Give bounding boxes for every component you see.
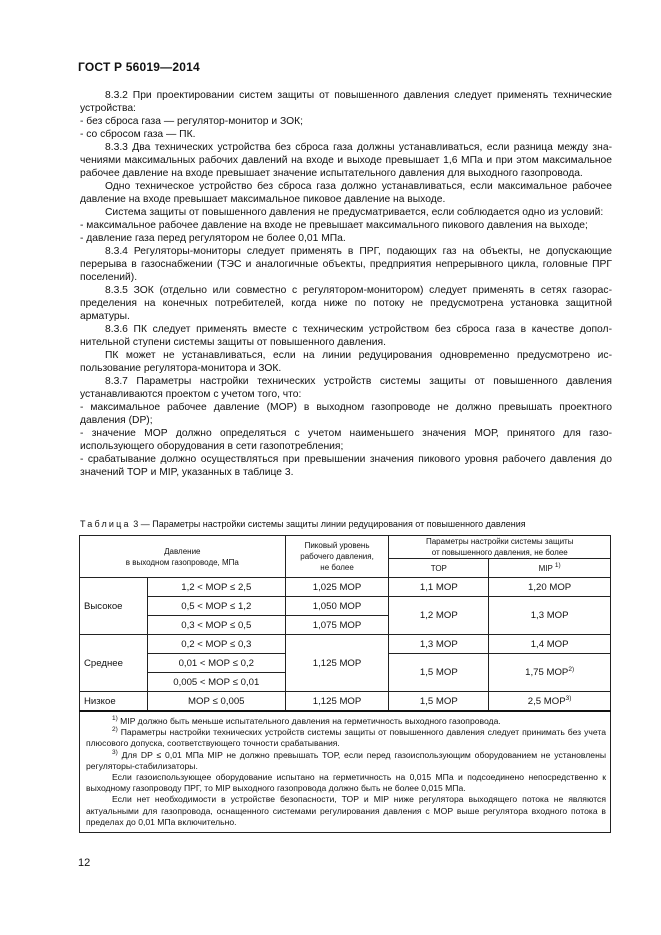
range-cell: 0,3 < МОР ≤ 0,5 <box>147 616 285 635</box>
paragraph: 8.3.3 Два технических устройства без сброса газа должны устанавливаться, если разница между значениями максимальных рабочих давлений на входе и выходе превышает 1,6 МПа и при этом максимальное рабочее давление на входе превышает значение испытательного давления для выходного газопровода. <box>80 142 612 179</box>
table-row <box>80 578 611 597</box>
header-pressure: Давление в выходном газопроводе, МПа <box>80 536 286 578</box>
range-cell: 0,005 < МОР ≤ 0,01 <box>147 673 285 692</box>
table-caption <box>80 518 620 530</box>
range-cell: МОР ≤ 0,005 <box>147 692 285 712</box>
top-cell: 1,2 МОР <box>389 597 489 635</box>
document-header: ГОСТ Р 56019—2014 <box>78 60 200 74</box>
table-caption-number: 3 <box>133 519 139 529</box>
header-top: ТОР <box>389 559 489 578</box>
table-caption-title: — Параметры настройки системы защиты линии редуцирования от повышенного давления <box>140 519 526 529</box>
category-medium: Среднее <box>80 635 148 692</box>
paragraph: ПК может не устанавливаться, если на линии редуцирования одновременно предусмотрено использование регулятора-монитора и ЗОК. <box>80 350 612 374</box>
page-number: 12 <box>78 857 91 869</box>
paragraph: 8.3.4 Регуляторы-мониторы следует применять в ПРГ, подающих газ на объекты, не допускающие перерыва в газоснабжении (ТЭС и аналогичные объекты, предприятия непрерывного цикла, головные ПРГ поселений). <box>80 246 612 283</box>
table-notes-row <box>80 711 611 833</box>
category-high: Высокое <box>80 578 148 635</box>
paragraph: - давление газа перед регулятором не более 0,01 МПа. <box>80 233 346 244</box>
header-protection-params: Параметры настройки системы защиты от повышенного давления, не более <box>389 536 611 559</box>
mip-cell: 1,4 МОР <box>489 635 611 654</box>
paragraph: 8.3.5 ЗОК (отдельно или совместно с регулятором-монитором) следует применять в сетях газораспределения на конечных потребителей, когда ниже по потоку не предусмотрена установка защитной арматуры. <box>80 285 612 322</box>
range-cell: 1,2 < МОР ≤ 2,5 <box>147 578 285 597</box>
top-cell: 1,1 МОР <box>389 578 489 597</box>
paragraph: - максимальное рабочее давление на входе не превышает максимального пикового давления на выходе; <box>80 220 588 231</box>
table-row <box>80 597 611 616</box>
range-cell: 0,5 < МОР ≤ 1,2 <box>147 597 285 616</box>
peak-cell: 1,125 МОР <box>285 635 389 692</box>
mip-cell: 1,3 МОР <box>489 597 611 635</box>
table-note: Если газоиспользующее оборудование испытано на герметичность на 0,015 МПа и подсоединено непосредственно к выходному газопроводу ПРГ, то MIP выходного газопровода должно быть не более 0,015 МПа. <box>86 772 606 794</box>
paragraph: - со сбросом газа — ПК. <box>80 129 196 140</box>
top-cell: 1,5 МОР <box>389 692 489 712</box>
settings-table <box>79 535 611 833</box>
table-row <box>80 692 611 712</box>
peak-cell: 1,075 МОР <box>285 616 389 635</box>
paragraph: 8.3.2 При проектировании систем защиты от повышенного давления следует применять технические устройства: <box>80 90 612 114</box>
top-cell: 1,5 МОР <box>389 654 489 692</box>
paragraph: - без сброса газа — регулятор-монитор и ЗОК; <box>80 116 303 127</box>
peak-cell: 1,025 МОР <box>285 578 389 597</box>
top-cell: 1,3 МОР <box>389 635 489 654</box>
paragraph: - срабатывание должно осуществляться при превышении значения пикового уровня рабочего давления до значений ТОР и MIP, указанных в таблице 3. <box>80 454 612 478</box>
body-text <box>80 89 612 479</box>
table-note: $^{2)}$ Параметры настройки технических устройств системы защиты от повышенного давления следует принимать без учета плюсового допуска, соответствующего точности срабатывания. <box>86 726 606 749</box>
table-notes <box>80 711 611 833</box>
peak-cell: 1,050 МОР <box>285 597 389 616</box>
mip-cell: 1,20 МОР <box>489 578 611 597</box>
paragraph: Система защиты от повышенного давления не предусматривается, если соблюдается одно из условий: <box>105 207 604 218</box>
header-mip: MIP $^{1)}$ <box>489 559 611 578</box>
range-cell: 0,01 < МОР ≤ 0,2 <box>147 654 285 673</box>
mip-cell: 2,5 МОР$^{3)}$ <box>489 692 611 712</box>
header-peak-level: Пиковый уровень рабочего давления, не более <box>285 536 389 578</box>
category-low: Низкое <box>80 692 148 712</box>
table-caption-word: Таблица <box>80 519 131 529</box>
paragraph: Одно техническое устройство без сброса газа должно устанавливаться, если максимальное рабочее давление на входе превышает максимальное пиковое давление на выходе. <box>80 181 612 205</box>
range-cell: 0,2 < МОР ≤ 0,3 <box>147 635 285 654</box>
peak-cell: 1,125 МОР <box>285 692 389 712</box>
paragraph: 8.3.7 Параметры настройки технических устройств системы защиты от повышенного давления устанавливаются проектом с учетом того, что: <box>80 376 612 400</box>
paragraph: - значение МОР должно определяться с учетом наименьшего значения МОР, принятого для газоиспользующего оборудования в сети газопотребления; <box>80 428 612 452</box>
table-row <box>80 635 611 654</box>
paragraph: - максимальное рабочее давление (МОР) в выходном газопроводе не должно превышать проектного давления (DP); <box>80 402 612 426</box>
mip-cell: 1,75 МОР$^{2)}$ <box>489 654 611 692</box>
paragraph: 8.3.6 ПК следует применять вместе с техническим устройством без сброса газа в качестве дополнительной ступени системы защиты от повышенного давления. <box>80 324 612 348</box>
table-note: Если нет необходимости в устройстве безопасности, ТОР и MIP ниже регулятора выходящего потока не являются актуальными для газопровода, оснащенного системами регулирования давления с МОР выше регулятора входного потока в пределах до 0,01 МПа включительно. <box>86 794 606 827</box>
table-note: $^{1)}$ MIP должно быть меньше испытательного давления на герметичность выходного газопровода. <box>112 715 501 726</box>
table-note: $^{3)}$ Для DP ≤ 0,01 МПа MIP не должно превышать ТОР, если перед газоиспользующим оборудованием не установлены регуляторы-стабилизаторы. <box>86 748 606 771</box>
